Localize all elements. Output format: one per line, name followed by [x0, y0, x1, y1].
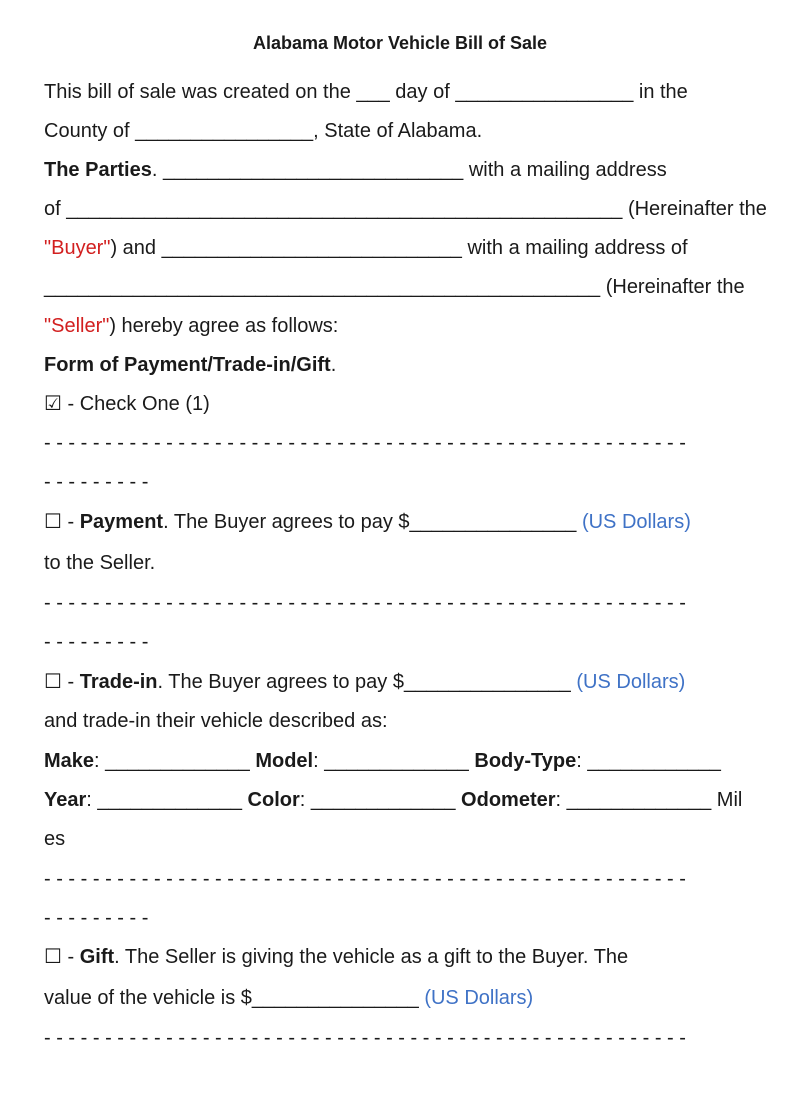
- trade-in-currency-note: (US Dollars): [576, 671, 686, 693]
- check-one-line: ☑ - Check One (1): [44, 393, 210, 415]
- gift-label: Gift: [79, 946, 115, 968]
- parties-line-5: "Seller") hereby agree as follows:: [44, 315, 339, 337]
- parties-line-2: of __________________________________________________ (Hereinafter the: [44, 198, 767, 220]
- buyer-term: "Buyer": [44, 237, 111, 259]
- odometer-field[interactable]: : _____________ Mil: [555, 789, 743, 811]
- divider-1a: - - - - - - - - - - - - - - - - - - - - - - - - - - - - - - - - - - - - - - - - - - - - - - - - - - - - -: [44, 432, 686, 454]
- year-label: Year: [44, 789, 87, 811]
- trade-in-option-line-2: and trade-in their vehicle described as:: [44, 710, 388, 732]
- divider-3a: - - - - - - - - - - - - - - - - - - - - - - - - - - - - - - - - - - - - - - - - - - - - - - - - - - - - -: [44, 868, 686, 890]
- divider-2b: - - - - - - - - -: [44, 631, 149, 653]
- seller-term: "Seller": [44, 315, 110, 337]
- vehicle-fields-line-1: [44, 749, 764, 773]
- parties-heading: The Parties: [44, 159, 152, 181]
- color-label: Color: [247, 789, 300, 811]
- payment-option-line-2: to the Seller.: [44, 552, 156, 574]
- body-type-label: Body-Type: [474, 750, 577, 772]
- parties-line-4: __________________________________________________ (Hereinafter the: [44, 276, 745, 298]
- gift-option-line: ☐ - Gift. The Seller is giving the vehicle as a gift to the Buyer. The: [44, 946, 629, 968]
- document-title: Alabama Motor Vehicle Bill of Sale: [252, 33, 548, 53]
- trade-in-option-line: ☐ - Trade-in. The Buyer agrees to pay $_______________ (US Dollars): [44, 671, 686, 693]
- divider-4a: - - - - - - - - - - - - - - - - - - - - - - - - - - - - - - - - - - - - - - - - - - - - - - - - - - - - -: [44, 1027, 686, 1049]
- gift-option-line-2: value of the vehicle is $_______________ (US Dollars): [44, 987, 534, 1009]
- trade-in-label: Trade-in: [79, 671, 158, 693]
- year-field[interactable]: : _____________: [86, 789, 248, 811]
- color-field[interactable]: : _____________: [299, 789, 462, 811]
- payment-option-line: ☐ - Payment. The Buyer agrees to pay $_______________ (US Dollars): [44, 511, 691, 533]
- model-label: Model: [255, 750, 314, 772]
- checked-checkbox-icon: ☑: [44, 393, 62, 415]
- payment-form-heading-line: Form of Payment/Trade-in/Gift.: [44, 354, 337, 376]
- body-type-field[interactable]: : ____________: [576, 750, 721, 772]
- gift-checkbox[interactable]: ☐: [44, 946, 62, 968]
- divider-1b: - - - - - - - - -: [44, 471, 149, 493]
- gift-currency-note: (US Dollars): [424, 987, 534, 1009]
- model-field[interactable]: : _____________: [313, 750, 475, 772]
- vehicle-fields-line-3: es: [44, 828, 66, 850]
- payment-form-heading: Form of Payment/Trade-in/Gift: [44, 354, 331, 376]
- intro-line-1: This bill of sale was created on the ___ day of ________________ in the: [44, 81, 688, 103]
- intro-line-2: County of ________________, State of Alabama.: [44, 120, 483, 142]
- vehicle-fields-line-2: [44, 788, 764, 812]
- make-field[interactable]: : _____________: [94, 750, 256, 772]
- odometer-label: Odometer: [461, 789, 556, 811]
- make-label: Make: [44, 750, 95, 772]
- parties-line-3: "Buyer") and ___________________________ with a mailing address of: [44, 237, 688, 259]
- payment-checkbox[interactable]: ☐: [44, 511, 62, 533]
- divider-3b: - - - - - - - - -: [44, 907, 149, 929]
- trade-in-checkbox[interactable]: ☐: [44, 671, 62, 693]
- payment-label: Payment: [79, 511, 164, 533]
- payment-currency-note: (US Dollars): [581, 511, 691, 533]
- divider-2a: - - - - - - - - - - - - - - - - - - - - - - - - - - - - - - - - - - - - - - - - - - - - - - - - - - - - -: [44, 592, 686, 614]
- parties-line-1: The Parties. ___________________________ with a mailing address: [44, 159, 667, 181]
